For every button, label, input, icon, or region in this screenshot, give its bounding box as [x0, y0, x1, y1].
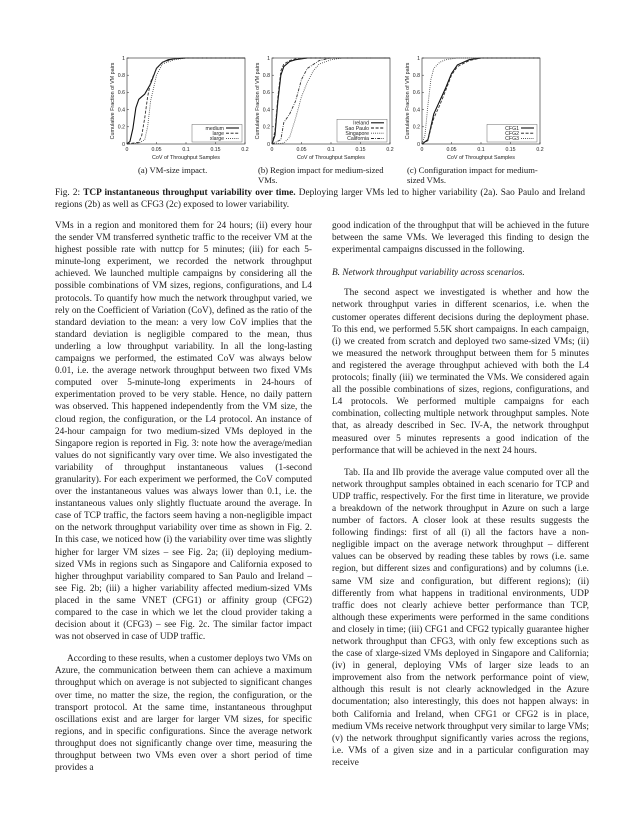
x-tick-label: 0.05: [296, 147, 307, 153]
legend-entry-label: Sao Paulo: [345, 125, 369, 132]
x-tick-label: 0.05: [446, 147, 457, 153]
legend-entry-label: CFG2: [505, 131, 519, 137]
chart-a: [105, 52, 265, 164]
legend-entry-label: large: [212, 131, 224, 137]
x-tick-label: 0.05: [151, 147, 162, 153]
y-tick-label: 0: [417, 141, 420, 148]
x-tick-label: 0: [125, 147, 129, 153]
legend-entry-label: CFG3: [505, 136, 519, 143]
chart-c: [400, 52, 560, 164]
legend-entry-label: medium: [205, 125, 224, 132]
x-tick-label: 0.15: [505, 147, 516, 153]
y-tick-label: 0.2: [262, 124, 270, 131]
subcaption-c-line2: sized VMs.: [407, 175, 446, 185]
y-tick-label: 0.4: [412, 107, 420, 114]
y-tick-label: 0.2: [412, 124, 420, 131]
y-axis-label: Cumulative Fraction of VM pairs: [110, 62, 116, 140]
y-tick-label: 0.8: [262, 73, 270, 79]
left-column: [55, 220, 312, 774]
legend-entry-label: CFG1: [505, 125, 519, 132]
x-tick-label: 0.1: [182, 147, 190, 153]
x-tick-label: 0: [270, 147, 274, 153]
subcaption-a: (a) VM-size impact.: [138, 165, 208, 175]
left-paragraph-1: VMs in a region and monitored them for 24 hours; (ii) every hour the sender VM transferred synthetic traffic to the receiver VM at the highest possible rate with nuttcp for 5 minutes; (iii) for each 5-minute-long experiment, we recorded the network throughput achieved. We launched multiple campaigns by considering all the possible combinations of VM sizes, regions, configurations, and L4 protocols. To quantify how much the network throughput varied, we rely on the Coefficient of Variation (CoV), defined as the ratio of the standard deviation to the mean: a very low CoV implies that the standard deviation is negligible compared to the mean, thus underling a low throughput variability. In all the long-lasting campaigns we performed, the estimated CoV was always below 0.01, i.e. the average network throughput between two fixed VMs computed over 5-minute-long experiments in 24-hours of experimentation proved to be very stable. Hence, no daily pattern was observed. This happened independently from the VM size, the cloud region, the configuration, or the L4 protocol. An instance of 24-hour campaign for two medium-sized VMs deployed in the Singapore region is reported in Fig. 3: note how the average/median values do not significantly vary over time. We also investigated the variability of throughput instantaneous values (1-second granularity). For each experiment we performed, the CoV computed over the instantaneous values was always lower than 0.1, i.e. the instantaneous values only slightly fluctuate around the average. In case of TCP traffic, the factors seem having a non-negligible impact on the network throughput variability over time as shown in Fig. 2. In this case, we noticed how (i) the variability over time was slightly higher for larger VM sizes – see Fig. 2a; (ii) deploying medium-sized VMs in regions such as Singapore and California exposed to higher throughput variability compared to San Paulo and Ireland – see Fig. 2b; (iii) a higher variability affected medium-sized VMs placed in the same VNET (CFG1) or affinity group (CFG2) compared to the case in which we let the cloud provider taking a decision about it (CFG3) – see Fig. 2c. The similar factor impact was not observed in case of UDP traffic.: [55, 221, 312, 643]
left-paragraph-2: According to these results, when a customer deploys two VMs on Azure, the communication between them can achieve a maximum throughput which on average is not subjected to significant changes over time, no matter the size, the region, the configuration, or the transport protocol. At the same time, instantaneous throughput oscillations exist and are larger for larger VM sizes, for specific regions, and in specific configurations. Since the average network throughput does not significantly change over time, measuring the throughput between two VMs even over a short period of time provides a: [55, 654, 312, 774]
y-tick-label: 0.8: [412, 73, 420, 79]
x-axis-label: CoV of Throughput Samples: [152, 155, 220, 161]
subcaption-c-line1: (c) Configuration impact for medium-: [407, 165, 538, 175]
figure-caption-body: Deploying larger VMs led to higher variability (2a). Sao Paulo and Ireland regions (2b) as well as CFG3 (2c) exposed to lower variability.: [55, 188, 586, 211]
legend-entry-label: Singapore: [345, 131, 369, 137]
right-paragraph-1: good indication of the throughput that will be achieved in the future between the same VMs. We leveraged this finding to design the experimental campaigns discussed in the following.: [332, 221, 589, 256]
y-axis-label: Cumulative Fraction of VM pairs: [405, 62, 411, 140]
y-tick-label: 1: [417, 55, 420, 62]
y-tick-label: 0.4: [262, 107, 270, 114]
x-tick-label: 0.1: [327, 147, 335, 153]
x-tick-label: 0: [420, 147, 424, 153]
figure-caption-title: TCP instantaneous throughput variability over time.: [83, 188, 296, 198]
right-paragraph-3: Tab. IIa and IIb provide the average value computed over all the network throughput samples obtained in each scenario for TCP and UDP traffic, respectively. For the first time in literature, we provide a breakdown of the network throughput in Azure on such a large number of factors. A closer look at these results suggests the following findings: first of all (i) all the factors have a non-negligible impact on the average network throughput – different values can be observed by reading these tables by rows (i.e. same region, but different sizes and configurations) and by columns (i.e. same VM size and configuration, but different regions); (ii) differently from what happens in traditional environments, UDP traffic does not clearly achieve better performance than TCP, although these experiments were performed in the same conditions and closely in time; (iii) CFG1 and CFG2 typically guarantee higher network throughput than CFG3, with only few exceptions such as the case of xlarge-sized VMs deployed in Singapore and California; (iv) in general, deploying VMs of larger size leads to an improvement also from the network performance point of view, although this result is not clearly acknowledged in the Azure documentation; also interestingly, this does not happen always: in both California and Ireland, when CFG1 or CFG2 is in place, medium VMs receive network throughput very similar to large VMs; (v) the network throughput significantly varies across the regions, i.e. VMs of a given size and in a particular configuration may receive: [332, 467, 589, 768]
y-tick-label: 0: [267, 141, 270, 148]
y-tick-label: 1: [122, 55, 125, 62]
y-tick-label: 0.6: [117, 90, 125, 97]
x-axis-label: CoV of Throughput Samples: [297, 155, 365, 161]
y-axis-label: Cumulative Fraction of VM pairs: [255, 62, 261, 140]
x-tick-label: 0.15: [210, 147, 221, 153]
y-tick-label: 0.2: [117, 124, 125, 131]
x-tick-label: 0.2: [536, 147, 544, 153]
x-tick-label: 0.15: [355, 147, 366, 153]
y-tick-label: 1: [267, 55, 270, 62]
chart-b: [250, 52, 410, 164]
right-column: [332, 220, 589, 769]
x-axis-label: CoV of Throughput Samples: [447, 155, 515, 161]
subcaption-c: [407, 165, 557, 185]
subcaption-b-line1: (b) Region impact for medium-sized: [258, 165, 384, 175]
legend-entry-label: California: [347, 136, 369, 143]
legend-entry-label: Ireland: [353, 120, 369, 127]
y-tick-label: 0.8: [117, 73, 125, 79]
subcaption-b-line2: VMs.: [258, 175, 278, 185]
figure-2: [0, 52, 638, 202]
x-tick-label: 0.1: [477, 147, 485, 153]
right-paragraph-2: The second aspect we investigated is whether and how the network throughput varies in different scenarios, i.e. when the customer operates different decisions during the deployment phase. To this end, we performed 5.5K short campaigns. In each campaign, (i) we created from scratch and deployed two same-sized VMs; (ii) we measured the network throughput between them for 5 minutes and registered the average throughput achieved with both the L4 protocols; finally (iii) we terminated the VMs. We considered again all the possible combinations of sizes, regions, configurations, and L4 protocols. We performed multiple campaigns for each combination, collecting multiple network throughput samples. Note that, as already described in Sec. IV-A, the network throughput measured over 5 minutes represents a good indication of the performance that will be achieved in the next 24 hours.: [332, 288, 589, 456]
figure-caption-label: Fig. 2:: [55, 188, 81, 198]
x-tick-label: 0.2: [386, 147, 394, 153]
figure-caption: [55, 187, 585, 211]
y-tick-label: 0: [122, 141, 125, 148]
legend-entry-label: xlarge: [209, 136, 224, 143]
y-tick-label: 0.6: [412, 90, 420, 97]
subcaption-b: [258, 165, 398, 185]
y-tick-label: 0.6: [262, 90, 270, 97]
x-tick-label: 0.2: [241, 147, 249, 153]
y-tick-label: 0.4: [117, 107, 125, 114]
section-heading: B. Network throughput variability across scenarios.: [332, 268, 525, 279]
